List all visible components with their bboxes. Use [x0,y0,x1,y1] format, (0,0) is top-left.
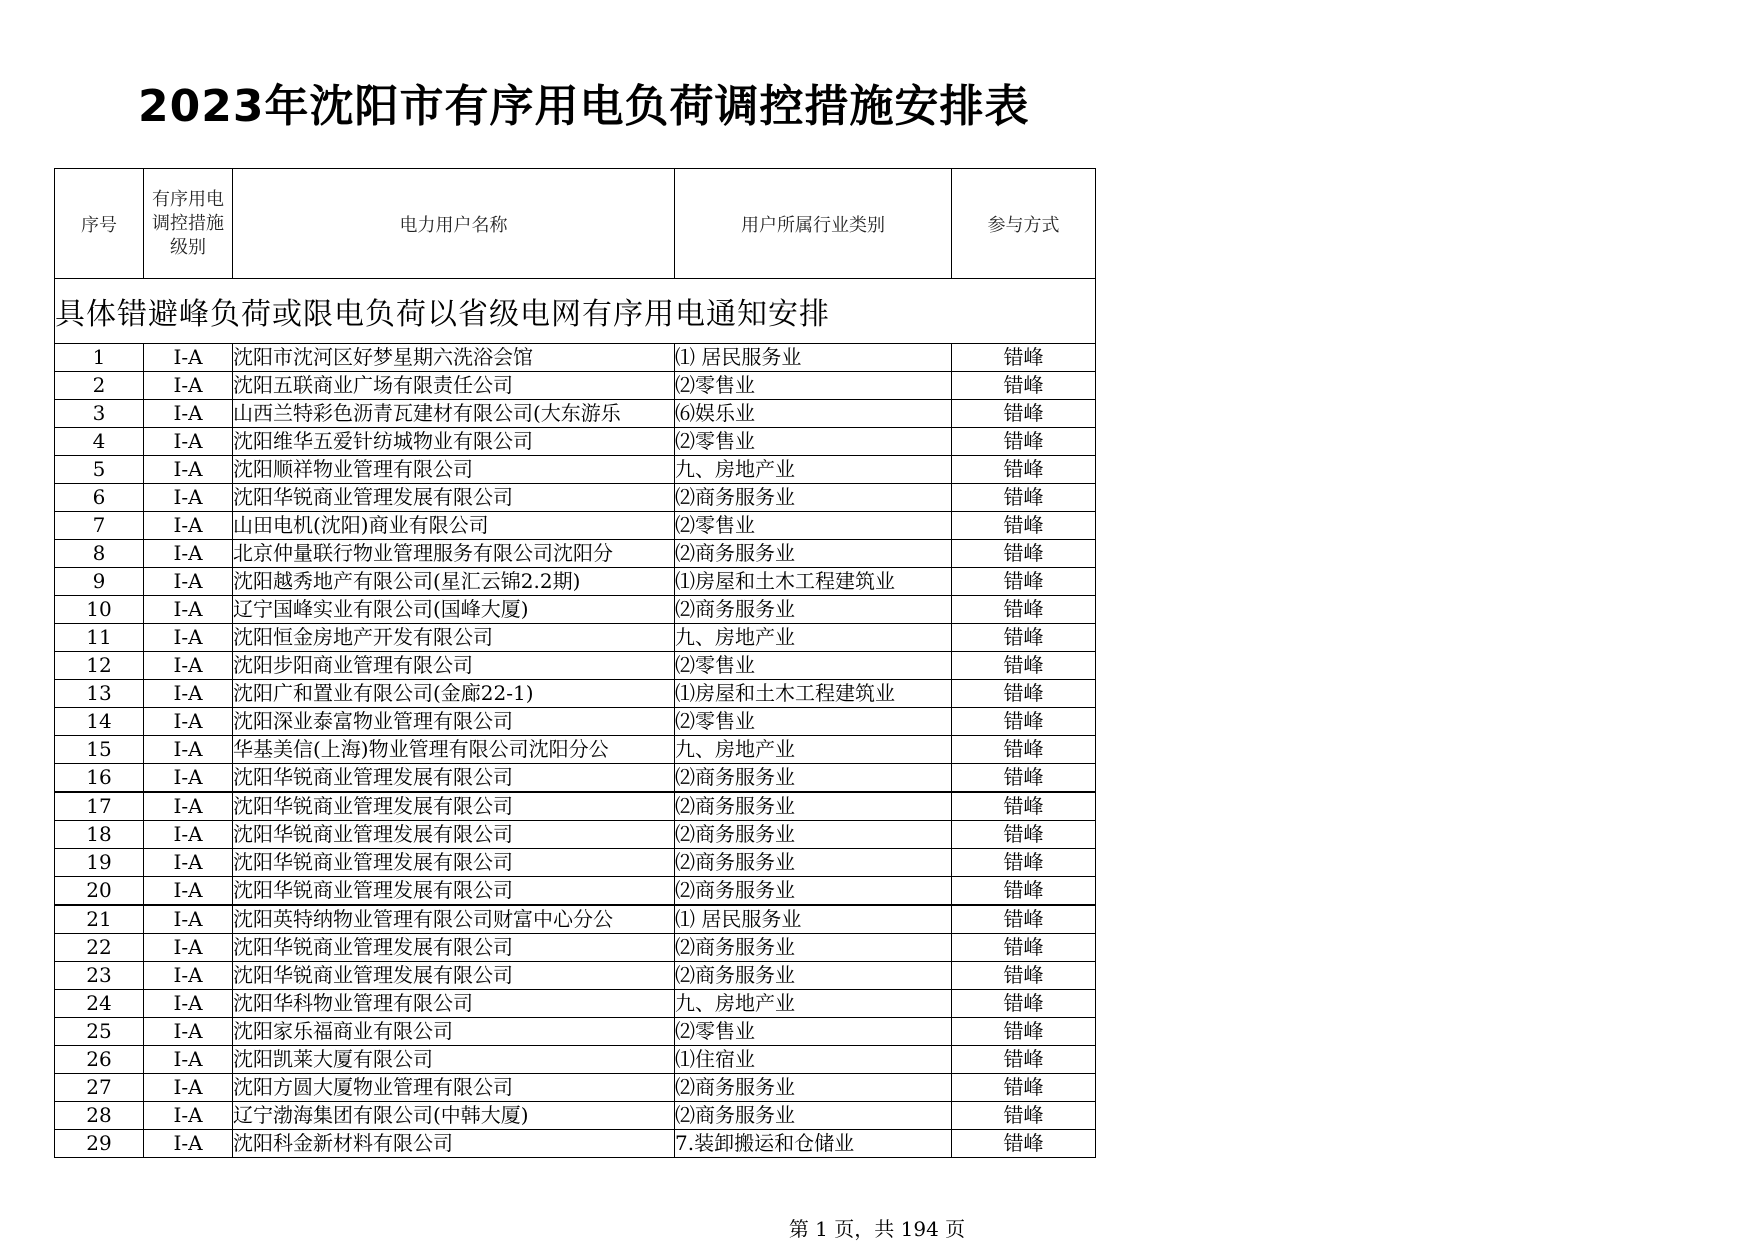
cell-mode: 错峰 [952,736,1096,764]
cell-level: I-A [144,877,233,906]
cell-mode: 错峰 [952,568,1096,596]
cell-level: I-A [144,1102,233,1130]
cell-mode: 错峰 [952,905,1096,934]
table-row [55,990,1096,1018]
cell-no: 15 [55,736,144,764]
table-row [55,400,1096,428]
cell-no: 29 [55,1130,144,1158]
cell-level: I-A [144,1074,233,1102]
cell-no: 19 [55,849,144,877]
header-mode: 参与方式 [952,169,1096,279]
table-row [55,484,1096,512]
table-row [55,680,1096,708]
table-row [55,877,1096,906]
cell-level: I-A [144,962,233,990]
cell-level: I-A [144,1046,233,1074]
cell-industry: 九、房地产业 [675,456,952,484]
cell-mode: 错峰 [952,792,1096,821]
table-row [55,344,1096,372]
cell-level: I-A [144,540,233,568]
cell-mode: 错峰 [952,484,1096,512]
cell-level: I-A [144,428,233,456]
cell-no: 26 [55,1046,144,1074]
cell-user-name: 沈阳市沈河区好梦星期六洗浴会馆 [233,344,675,372]
cell-mode: 错峰 [952,962,1096,990]
cell-user-name: 沈阳华锐商业管理发展有限公司 [233,934,675,962]
cell-mode: 错峰 [952,849,1096,877]
cell-level: I-A [144,736,233,764]
table-row [55,934,1096,962]
cell-industry: ⑵商务服务业 [675,792,952,821]
table-row [55,736,1096,764]
cell-user-name: 沈阳华锐商业管理发展有限公司 [233,792,675,821]
cell-no: 3 [55,400,144,428]
cell-no: 16 [55,764,144,793]
cell-user-name: 辽宁国峰实业有限公司(国峰大厦) [233,596,675,624]
cell-industry: ⑵零售业 [675,428,952,456]
cell-no: 7 [55,512,144,540]
cell-level: I-A [144,400,233,428]
cell-level: I-A [144,990,233,1018]
cell-industry: ⑴住宿业 [675,1046,952,1074]
cell-user-name: 辽宁渤海集团有限公司(中韩大厦) [233,1102,675,1130]
cell-user-name: 沈阳华锐商业管理发展有限公司 [233,484,675,512]
table-row [55,849,1096,877]
table-body [55,344,1096,1158]
cell-level: I-A [144,849,233,877]
cell-user-name: 沈阳恒金房地产开发有限公司 [233,624,675,652]
cell-mode: 错峰 [952,877,1096,906]
cell-no: 24 [55,990,144,1018]
cell-user-name: 山田电机(沈阳)商业有限公司 [233,512,675,540]
note-text: 具体错避峰负荷或限电负荷以省级电网有序用电通知安排 [55,279,1096,344]
cell-level: I-A [144,484,233,512]
cell-user-name: 沈阳五联商业广场有限责任公司 [233,372,675,400]
cell-user-name: 沈阳华科物业管理有限公司 [233,990,675,1018]
cell-user-name: 沈阳华锐商业管理发展有限公司 [233,849,675,877]
table-row [55,792,1096,821]
header-row [55,169,1096,279]
cell-industry: ⑵商务服务业 [675,877,952,906]
cell-no: 22 [55,934,144,962]
cell-mode: 错峰 [952,680,1096,708]
cell-level: I-A [144,568,233,596]
cell-mode: 错峰 [952,1102,1096,1130]
cell-user-name: 沈阳维华五爱针纺城物业有限公司 [233,428,675,456]
cell-no: 23 [55,962,144,990]
table-row [55,512,1096,540]
cell-no: 10 [55,596,144,624]
cell-user-name: 山西兰特彩色沥青瓦建材有限公司(大东游乐 [233,400,675,428]
table-row [55,708,1096,736]
note-row [55,279,1096,344]
table-row [55,1018,1096,1046]
cell-user-name: 沈阳越秀地产有限公司(星汇云锦2.2期) [233,568,675,596]
table-row [55,1046,1096,1074]
cell-level: I-A [144,934,233,962]
cell-level: I-A [144,1130,233,1158]
cell-industry: ⑵商务服务业 [675,962,952,990]
cell-user-name: 沈阳华锐商业管理发展有限公司 [233,764,675,793]
cell-no: 8 [55,540,144,568]
cell-level: I-A [144,764,233,793]
cell-mode: 错峰 [952,540,1096,568]
cell-user-name: 沈阳步阳商业管理有限公司 [233,652,675,680]
load-control-table [54,168,1096,1158]
table-row [55,652,1096,680]
cell-mode: 错峰 [952,456,1096,484]
cell-industry: ⑵商务服务业 [675,1074,952,1102]
cell-no: 27 [55,1074,144,1102]
cell-no: 25 [55,1018,144,1046]
cell-level: I-A [144,372,233,400]
cell-industry: ⑵商务服务业 [675,821,952,849]
table-row [55,428,1096,456]
cell-industry: 九、房地产业 [675,736,952,764]
cell-no: 1 [55,344,144,372]
cell-level: I-A [144,596,233,624]
cell-level: I-A [144,456,233,484]
cell-user-name: 沈阳方圆大厦物业管理有限公司 [233,1074,675,1102]
table-row [55,1130,1096,1158]
cell-no: 13 [55,680,144,708]
cell-industry: ⑵商务服务业 [675,849,952,877]
cell-industry: ⑵零售业 [675,512,952,540]
cell-mode: 错峰 [952,652,1096,680]
cell-user-name: 沈阳广和置业有限公司(金廊22-1) [233,680,675,708]
cell-level: I-A [144,624,233,652]
cell-industry: 九、房地产业 [675,990,952,1018]
cell-user-name: 华基美信(上海)物业管理有限公司沈阳分公 [233,736,675,764]
cell-mode: 错峰 [952,372,1096,400]
cell-mode: 错峰 [952,596,1096,624]
table-row [55,764,1096,793]
cell-no: 6 [55,484,144,512]
header-level: 有序用电调控措施级别 [144,169,233,279]
cell-mode: 错峰 [952,990,1096,1018]
cell-level: I-A [144,905,233,934]
cell-user-name: 沈阳家乐福商业有限公司 [233,1018,675,1046]
header-user-name: 电力用户名称 [233,169,675,279]
cell-mode: 错峰 [952,1074,1096,1102]
cell-industry: 九、房地产业 [675,624,952,652]
cell-no: 11 [55,624,144,652]
table-row [55,962,1096,990]
cell-level: I-A [144,1018,233,1046]
cell-industry: ⑵零售业 [675,1018,952,1046]
cell-industry: ⑴ 居民服务业 [675,344,952,372]
cell-level: I-A [144,680,233,708]
cell-user-name: 沈阳凯莱大厦有限公司 [233,1046,675,1074]
cell-industry: ⑴房屋和土木工程建筑业 [675,568,952,596]
cell-no: 4 [55,428,144,456]
cell-no: 14 [55,708,144,736]
cell-industry: ⑴ 居民服务业 [675,905,952,934]
cell-industry: ⑵商务服务业 [675,484,952,512]
cell-user-name: 沈阳顺祥物业管理有限公司 [233,456,675,484]
cell-user-name: 沈阳英特纳物业管理有限公司财富中心分公 [233,905,675,934]
document-title: 2023年沈阳市有序用电负荷调控措施安排表 [138,81,1030,132]
cell-industry: ⑵零售业 [675,652,952,680]
cell-industry: ⑵商务服务业 [675,934,952,962]
cell-user-name: 北京仲量联行物业管理服务有限公司沈阳分 [233,540,675,568]
cell-user-name: 沈阳华锐商业管理发展有限公司 [233,821,675,849]
cell-level: I-A [144,344,233,372]
cell-no: 5 [55,456,144,484]
cell-mode: 错峰 [952,708,1096,736]
cell-no: 20 [55,877,144,906]
cell-level: I-A [144,792,233,821]
header-industry: 用户所属行业类别 [675,169,952,279]
cell-industry: ⑹娱乐业 [675,400,952,428]
cell-industry: ⑵零售业 [675,372,952,400]
header-no: 序号 [55,169,144,279]
cell-mode: 错峰 [952,1046,1096,1074]
cell-mode: 错峰 [952,400,1096,428]
cell-mode: 错峰 [952,1130,1096,1158]
cell-no: 2 [55,372,144,400]
cell-no: 21 [55,905,144,934]
table-row [55,624,1096,652]
table-row [55,1102,1096,1130]
table-row [55,905,1096,934]
cell-no: 17 [55,792,144,821]
cell-industry: ⑵商务服务业 [675,540,952,568]
cell-user-name: 沈阳华锐商业管理发展有限公司 [233,962,675,990]
table-row [55,1074,1096,1102]
cell-no: 12 [55,652,144,680]
cell-industry: 7.装卸搬运和仓储业 [675,1130,952,1158]
cell-industry: ⑵零售业 [675,708,952,736]
cell-mode: 错峰 [952,1018,1096,1046]
cell-mode: 错峰 [952,344,1096,372]
cell-user-name: 沈阳深业泰富物业管理有限公司 [233,708,675,736]
table-row [55,821,1096,849]
cell-industry: ⑵商务服务业 [675,764,952,793]
page-number-text: 第 1 页，共 194 页 [788,1217,966,1241]
cell-user-name: 沈阳科金新材料有限公司 [233,1130,675,1158]
table-row [55,568,1096,596]
cell-mode: 错峰 [952,821,1096,849]
cell-industry: ⑵商务服务业 [675,1102,952,1130]
cell-level: I-A [144,708,233,736]
cell-mode: 错峰 [952,624,1096,652]
table-row [55,596,1096,624]
table-row [55,540,1096,568]
cell-level: I-A [144,652,233,680]
cell-level: I-A [144,512,233,540]
cell-mode: 错峰 [952,428,1096,456]
cell-user-name: 沈阳华锐商业管理发展有限公司 [233,877,675,906]
cell-mode: 错峰 [952,934,1096,962]
cell-no: 9 [55,568,144,596]
table-row [55,456,1096,484]
table-row [55,372,1096,400]
cell-mode: 错峰 [952,764,1096,793]
cell-mode: 错峰 [952,512,1096,540]
cell-no: 18 [55,821,144,849]
cell-industry: ⑴房屋和土木工程建筑业 [675,680,952,708]
page-footer [0,1213,1754,1242]
cell-level: I-A [144,821,233,849]
cell-no: 28 [55,1102,144,1130]
cell-industry: ⑵商务服务业 [675,596,952,624]
